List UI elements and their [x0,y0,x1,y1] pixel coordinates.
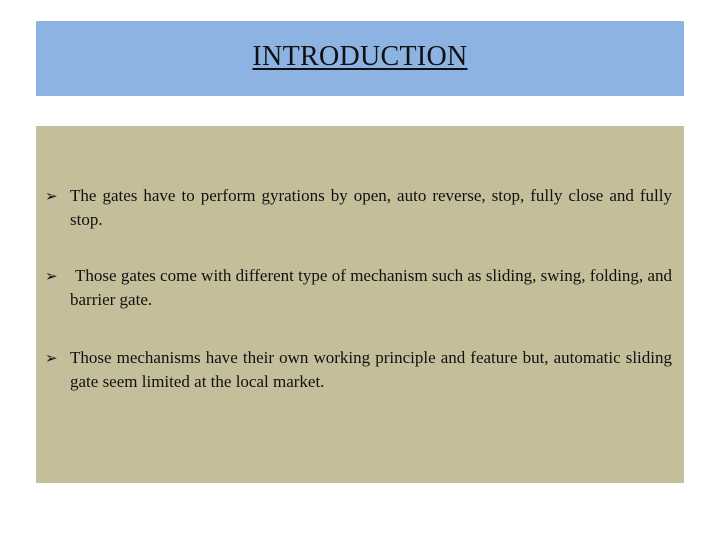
bullet-text: The gates have to perform gyrations by open, auto reverse, stop, fully close and fully stop. [70,186,672,229]
arrow-bullet-icon: ➢ [45,187,58,205]
content-panel [36,126,684,483]
arrow-bullet-icon: ➢ [45,349,58,367]
bullet-text: Those gates come with different type of mechanism such as sliding, swing, folding, and barrier gate. [70,266,672,309]
title-banner [36,21,684,96]
bullet-text: Those mechanisms have their own working principle and feature but, automatic sliding gate seem limited at the local market. [70,348,672,391]
slide-title: INTRODUCTION [252,40,468,72]
arrow-bullet-icon: ➢ [45,267,58,285]
